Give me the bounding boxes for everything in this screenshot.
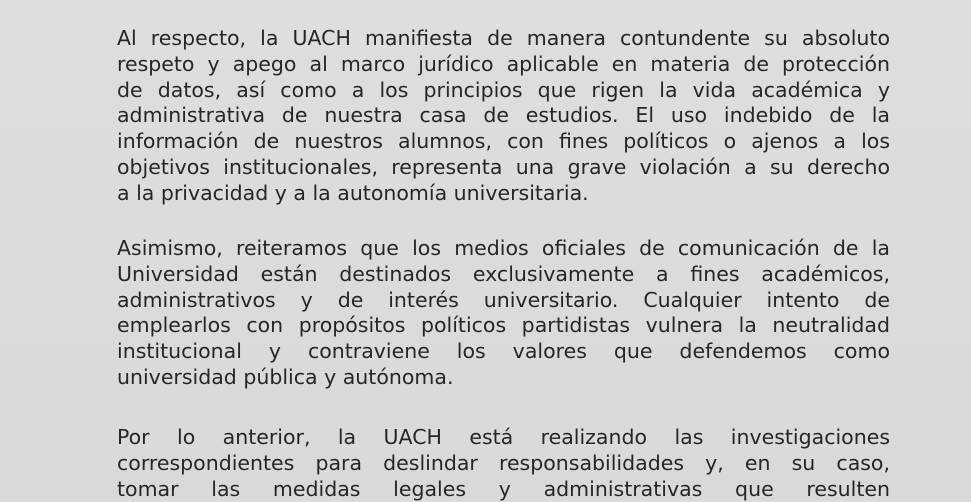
paragraph-line: administrativa de nuestra casa de estudios. El uso indebido de la	[117, 103, 890, 128]
paragraph-1	[117, 26, 890, 207]
paragraph-line: Al respecto, la UACH manifiesta de manera contundente su absoluto	[117, 26, 890, 50]
paragraph-line: Universidad están destinados exclusivamente a fines académicos,	[117, 261, 890, 286]
paragraph-line: universidad pública y autónoma.	[117, 364, 454, 389]
paragraph-line: emplearlos con propósitos políticos partidistas vulnera la neutralidad	[117, 313, 890, 338]
paragraph-line: información de nuestros alumnos, con fines políticos o ajenos a los	[117, 129, 890, 154]
paragraph-line: tomar las medidas legales y administrativas que resulten	[117, 476, 890, 501]
paragraph-line: administrativos y de interés universitario. Cualquier intento de	[117, 287, 890, 312]
paragraph-line: Por lo anterior, la UACH está realizando las investigaciones	[117, 425, 890, 449]
paragraph-line: de datos, así como a los principios que rigen la vida académica y	[117, 77, 890, 102]
paragraph-3	[117, 425, 890, 502]
paragraph-line: a la privacidad y a la autonomía universitaria.	[117, 180, 589, 205]
paragraph-line: Asimismo, reiteramos que los medios oficiales de comunicación de la	[117, 236, 890, 260]
paragraph-line: objetivos institucionales, representa una grave violación a su derecho	[117, 154, 890, 179]
paragraph-line: respeto y apego al marco jurídico aplicable en materia de protección	[117, 51, 890, 76]
paragraph-line: institucional y contraviene los valores que defendemos como	[117, 339, 890, 364]
paragraph-line: correspondientes para deslindar responsabilidades y, en su caso,	[117, 450, 890, 475]
paragraph-2	[117, 236, 890, 391]
